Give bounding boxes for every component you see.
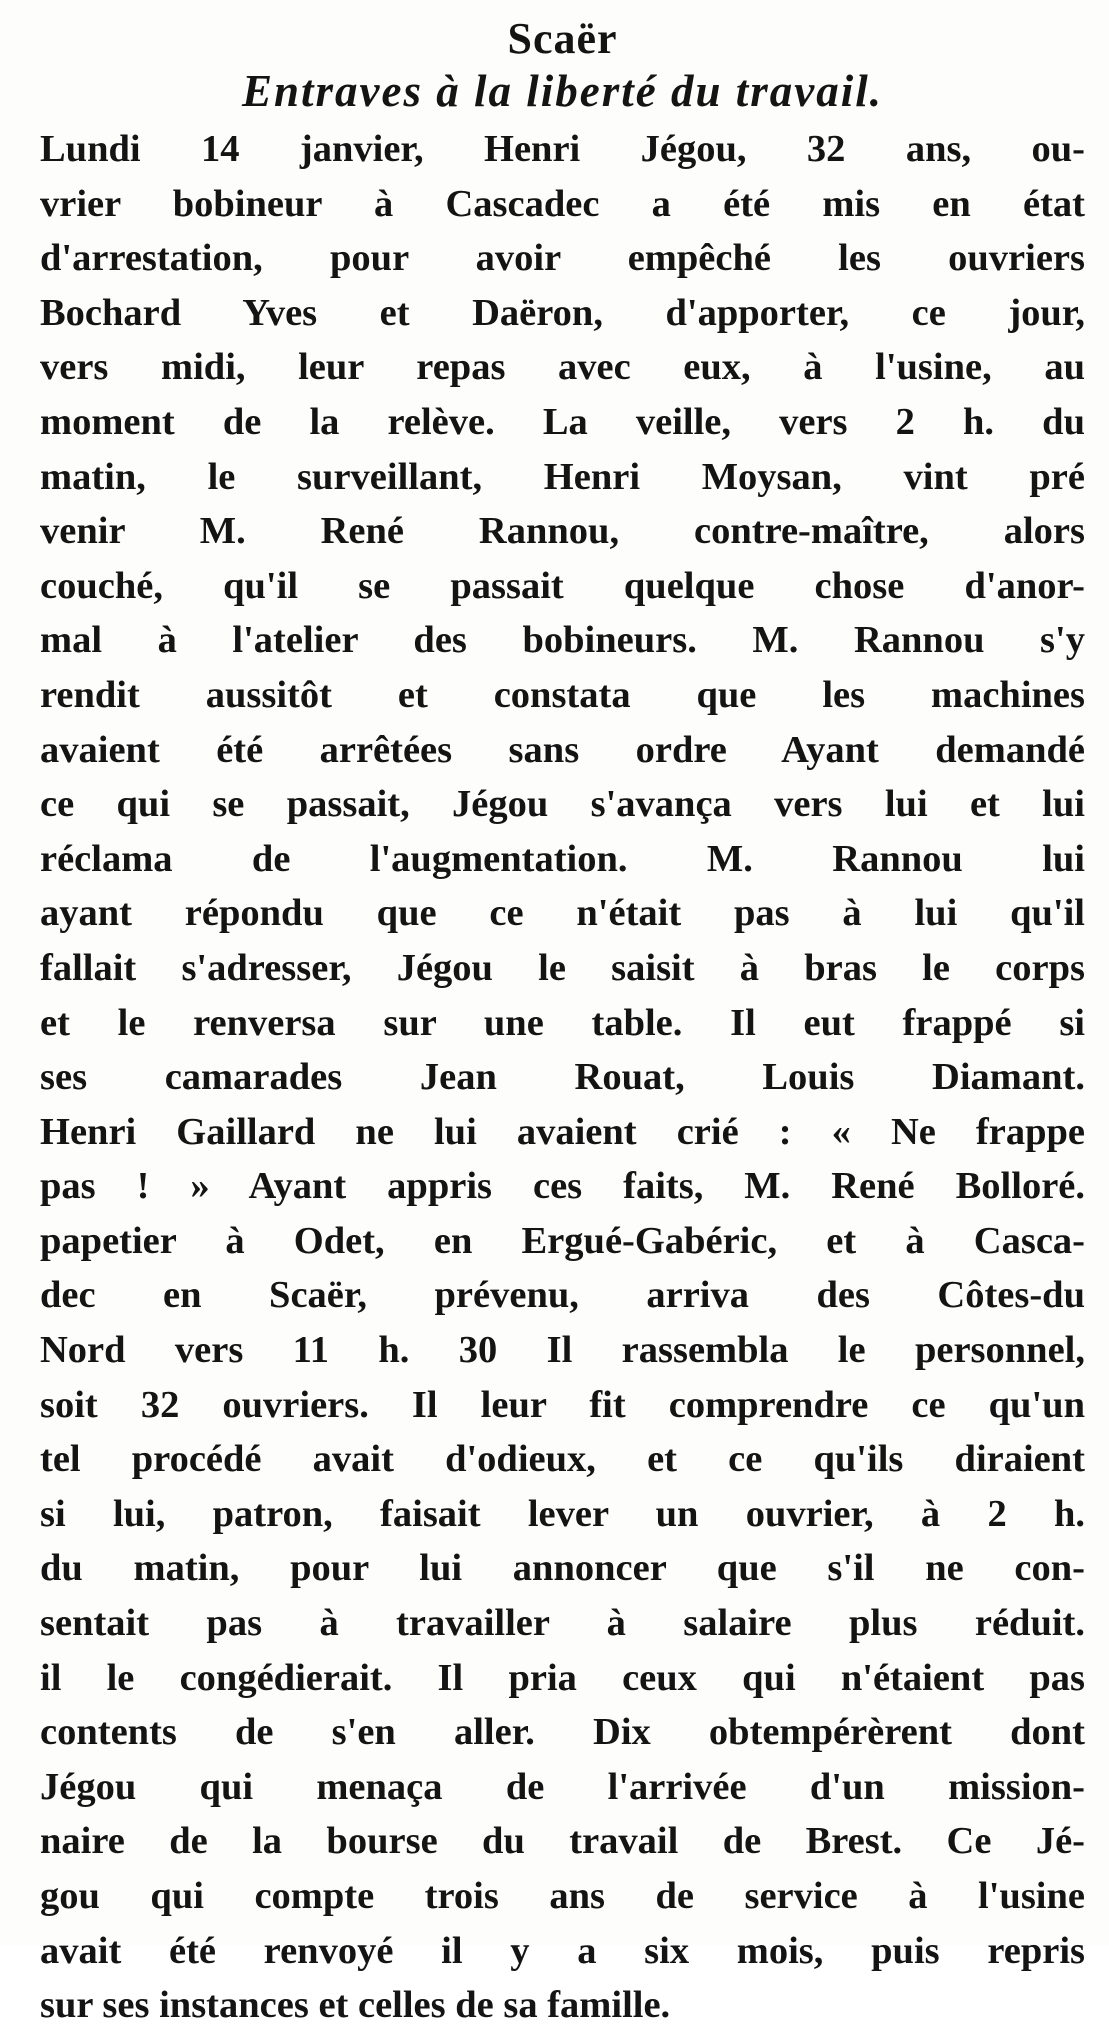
- article-line: Henri Gaillard ne lui avaient crié : « Ne frappe: [40, 1110, 1085, 1153]
- article-line: matin, le surveillant, Henri Moysan, vint pré: [40, 455, 1085, 498]
- article-line: contents de s'en aller. Dix obtempérèrent dont: [40, 1711, 1085, 1754]
- article-line: Bochard Yves et Daëron, d'apporter, ce jour,: [40, 291, 1085, 334]
- article-headline: Scaër: [507, 14, 618, 63]
- article-line: ayant répondu que ce n'était pas à lui qu'il: [40, 892, 1085, 935]
- article-line: avaient été arrêtées sans ordre Ayant demandé: [40, 728, 1085, 771]
- article-line: venir M. René Rannou, contre-maître, alors: [40, 510, 1085, 553]
- article-line: tel procédé avait d'odieux, et ce qu'ils diraient: [40, 1438, 1085, 1481]
- article-column: [40, 14, 1085, 2033]
- article-line: avait été renvoyé il y a six mois, puis repris: [40, 1929, 1085, 1972]
- article-line: ce qui se passait, Jégou s'avança vers lui et lui: [40, 783, 1085, 826]
- article-line: couché, qu'il se passait quelque chose d'anor-: [40, 564, 1085, 607]
- article-line: d'arrestation, pour avoir empêché les ouvriers: [40, 237, 1085, 280]
- article-line: moment de la relève. La veille, vers 2 h. du: [40, 400, 1085, 443]
- article-line: dec en Scaër, prévenu, arriva des Côtes-du: [40, 1274, 1085, 1317]
- article-line: il le congédierait. Il pria ceux qui n'étaient pas: [40, 1656, 1085, 1699]
- article-line: si lui, patron, faisait lever un ouvrier, à 2 h.: [40, 1492, 1085, 1535]
- article-line: rendit aussitôt et constata que les machines: [40, 673, 1085, 716]
- article-line: ses camarades Jean Rouat, Louis Diamant.: [40, 1056, 1085, 1099]
- article-line: papetier à Odet, en Ergué-Gabéric, et à Casca-: [40, 1219, 1085, 1262]
- article-line: Jégou qui menaça de l'arrivée d'un mission-: [40, 1765, 1085, 1808]
- article-line: naire de la bourse du travail de Brest. Ce Jé-: [40, 1820, 1085, 1863]
- article-line: sentait pas à travailler à salaire plus réduit.: [40, 1602, 1085, 1645]
- article-line: vrier bobineur à Cascadec a été mis en état: [40, 182, 1085, 225]
- article-subhead: Entraves à la liberté du travail.: [241, 66, 883, 116]
- article-line: mal à l'atelier des bobineurs. M. Rannou s'y: [40, 619, 1085, 662]
- article-body: [40, 122, 1085, 2033]
- article-line-last: sur ses instances et celles de sa famille.: [40, 1984, 671, 2027]
- article-line: fallait s'adresser, Jégou le saisit à bras le corps: [40, 946, 1085, 989]
- article-line: réclama de l'augmentation. M. Rannou lui: [40, 837, 1085, 880]
- article-line: et le renversa sur une table. Il eut frappé si: [40, 1001, 1085, 1044]
- article-line: vers midi, leur repas avec eux, à l'usine, au: [40, 346, 1085, 389]
- article-line: Nord vers 11 h. 30 Il rassembla le personnel,: [40, 1329, 1085, 1372]
- article-line: soit 32 ouvriers. Il leur fit comprendre ce qu'un: [40, 1383, 1085, 1426]
- article-line: gou qui compte trois ans de service à l'usine: [40, 1875, 1085, 1917]
- article-line: du matin, pour lui annoncer que s'il ne con-: [40, 1547, 1085, 1590]
- article-line: Lundi 14 janvier, Henri Jégou, 32 ans, ou-: [40, 128, 1085, 170]
- article-line: pas ! » Ayant appris ces faits, M. René Bolloré.: [40, 1165, 1085, 1208]
